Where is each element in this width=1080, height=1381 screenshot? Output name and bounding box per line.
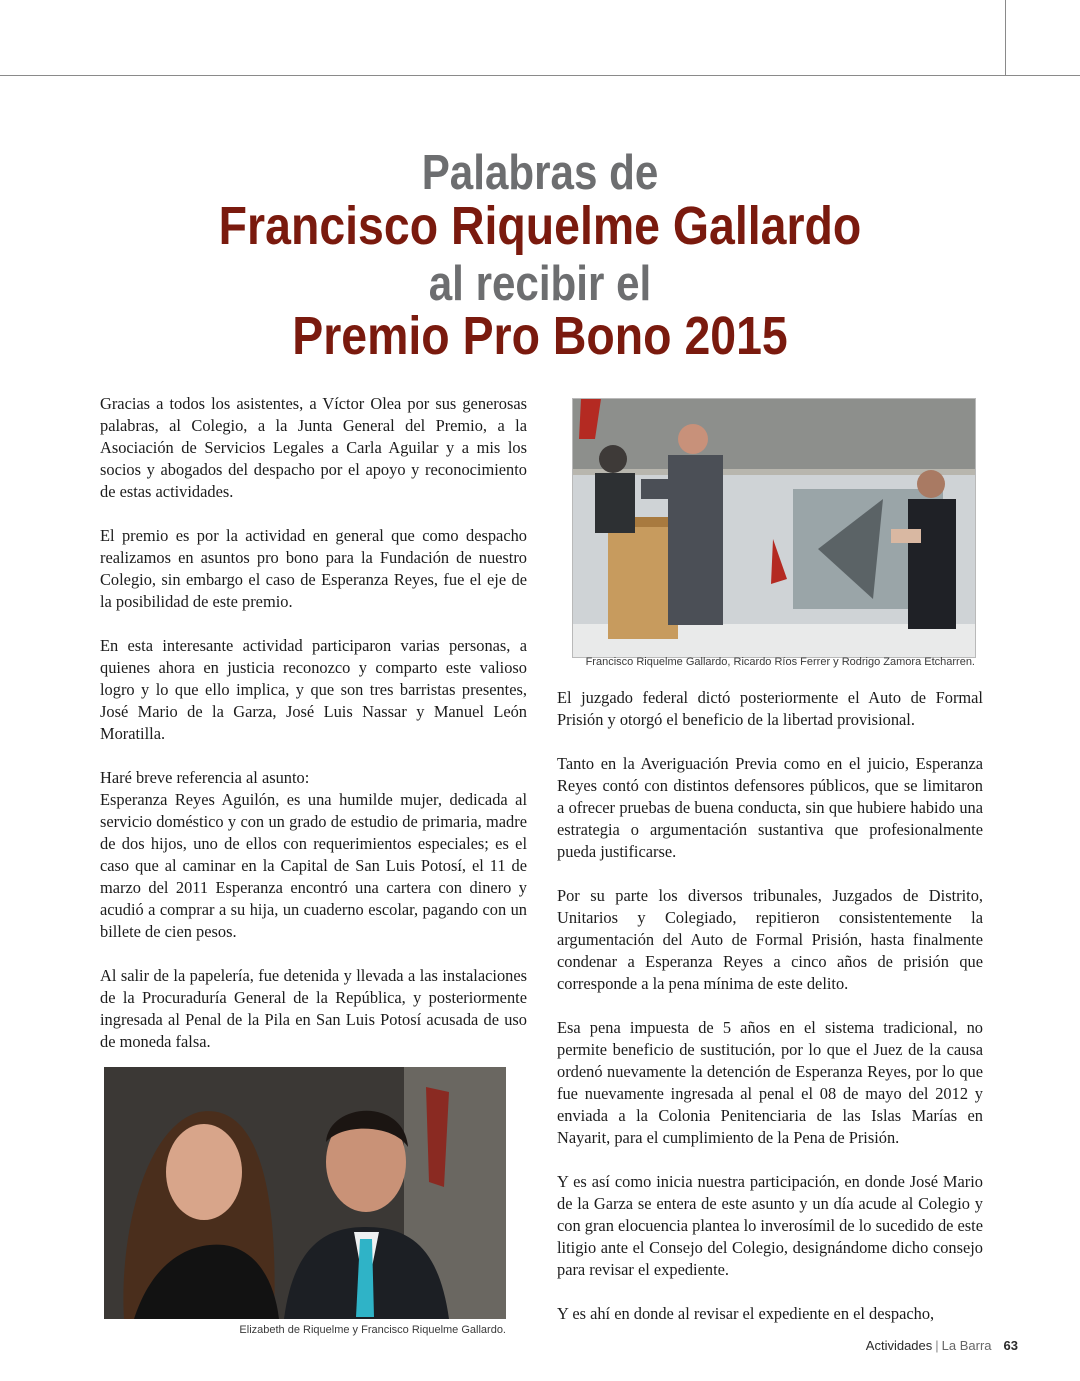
- corner-rule: [1005, 0, 1006, 75]
- title-line-1: Palabras de: [421, 146, 659, 200]
- page-number: 63: [1003, 1338, 1018, 1353]
- couple-portrait-photo: [104, 1067, 506, 1319]
- photo-caption-bottom: Elizabeth de Riquelme y Francisco Riquelme Gallardo.: [239, 1324, 506, 1336]
- paragraph: Gracias a todos los asistentes, a Víctor Olea por sus generosas palabras, al Colegio, a la Junta General del Premio, a la Asociación de Servicios Legales a Carla Aguilar y a mis los socios y abogados del despacho por el apoyo y reconocimiento de estas actividades.: [100, 394, 527, 501]
- couple-portrait-illustration: [104, 1067, 506, 1319]
- award-ceremony-photo: [572, 398, 976, 658]
- paragraph: El premio es por la actividad en general que como despacho realizamos en asuntos pro bono para la Fundación de nuestro Colegio, sin embargo el caso de Esperanza Reyes, fue el eje de la posibilidad de este premio.: [100, 526, 527, 611]
- photo-caption-top: Francisco Riquelme Gallardo, Ricardo Ríos Ferrer y Rodrigo Zamora Etcharren.: [585, 656, 975, 668]
- footer-magazine: La Barra: [941, 1338, 992, 1353]
- paragraph: Esperanza Reyes Aguilón, es una humilde mujer, dedicada al servicio doméstico y con un grado de estudio de primaria, madre de dos hijos, uno de ellos con requerimientos especiales; es el caso que al caminar en la Capital de San Luis Potosí, el 11 de marzo del 2011 Esperanza encontró una cartera con dinero y acudió a comprar a su hija, un cuaderno escolar, pagando con un billete de cien pesos.: [100, 790, 527, 941]
- footer-separator: |: [935, 1338, 939, 1353]
- right-column: [557, 687, 983, 1347]
- title-line-2: Francisco Riquelme Gallardo: [218, 196, 862, 256]
- paragraph: En esta interesante actividad participaron varias personas, a quienes ahora en justicia reconozco y comparto este valioso logro y lo que ello implica, y que son tres barristas presentes, José Mario de la Garza, José Luis Nassar y Manuel León Moratilla.: [100, 636, 527, 743]
- paragraph: El juzgado federal dictó posteriormente el Auto de Formal Prisión y otorgó el beneficio de la libertad provisional.: [557, 688, 983, 729]
- paragraph: Esa pena impuesta de 5 años en el sistema tradicional, no permite beneficio de sustitución, por lo que el Juez de la causa ordenó nuevamente la detención de Esperanza Reyes, por lo que fue nuevamente ingresada al penal el 08 de mayo del 2012 y enviada a la Colonia Penitenciaria de las Islas Marías en Nayarit, para el cumplimiento de la Pena de Prisión.: [557, 1018, 983, 1147]
- paragraph: Por su parte los diversos tribunales, Juzgados de Distrito, Unitarios y Colegiado, repitieron consistentemente la argumentación del Auto de Formal Prisión, hasta finalmente condenar a Esperanza Reyes a cinco años de prisión que corresponde a la pena mínima de este delito.: [557, 886, 983, 993]
- title-line-4: Premio Pro Bono 2015: [292, 306, 788, 366]
- title-line-3: al recibir el: [428, 257, 652, 311]
- award-ceremony-illustration: [573, 399, 975, 657]
- left-column: [100, 393, 527, 1075]
- paragraph: Al salir de la papelería, fue detenida y llevada a las instalaciones de la Procuraduría General de la República, y posteriormente ingresada al Penal de la Pila en San Luis Potosí acusada de uso de moneda falsa.: [100, 966, 527, 1051]
- paragraph: Y es ahí en donde al revisar el expediente en el despacho,: [557, 1304, 935, 1323]
- paragraph: Y es así como inicia nuestra participación, en donde José Mario de la Garza se entera de este asunto y un día acude al Colegio y con gran elocuencia plantea lo inverosímil de lo sucedido de este litigio ante el Consejo del Colegio, designándome dicho consejo para revisar el expediente.: [557, 1172, 984, 1279]
- top-rule: [0, 75, 1080, 76]
- page-footer: [866, 1338, 1018, 1353]
- footer-section: Actividades: [865, 1338, 933, 1353]
- paragraph: Haré breve referencia al asunto:: [100, 768, 310, 787]
- paragraph: Tanto en la Averiguación Previa como en el juicio, Esperanza Reyes contó con distintos defensores públicos, que se limitaron a ofrecer pruebas de buena conducta, sin que hubiere habido una estrategia o argumentación sustantiva que profesionalmente pueda justificarse.: [557, 754, 983, 861]
